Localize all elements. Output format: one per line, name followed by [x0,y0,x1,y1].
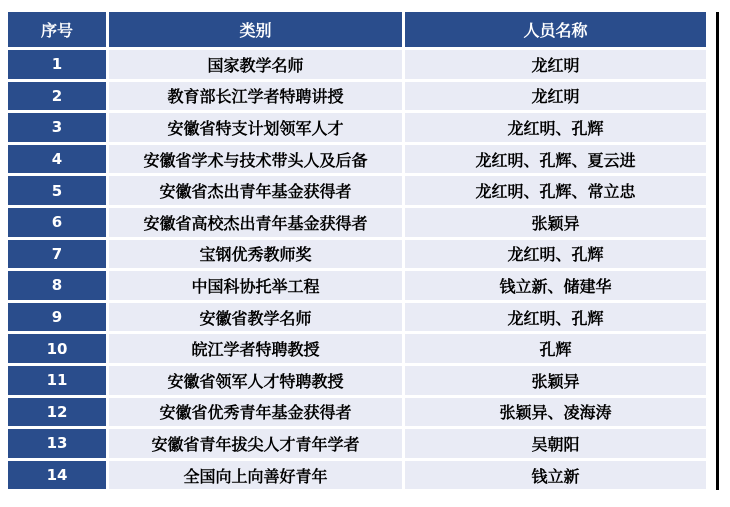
row-index-cell: 9 [8,303,106,332]
row-category-cell: 安徽省领军人才特聘教授 [109,366,402,395]
row-names-cell: 龙红明 [405,82,706,111]
row-index-cell: 1 [8,50,106,79]
row-index-cell: 7 [8,240,106,269]
row-names-cell: 龙红明、孔辉 [405,240,706,269]
table-row [8,303,706,332]
table-row [8,208,706,237]
row-category-cell: 安徽省高校杰出青年基金获得者 [109,208,402,237]
row-category-cell: 中国科协托举工程 [109,271,402,300]
row-names-cell: 龙红明 [405,50,706,79]
header-row [8,12,706,47]
row-names-cell: 孔辉 [405,334,706,363]
row-names-cell: 龙红明、孔辉、常立忠 [405,176,706,205]
table-row [8,334,706,363]
row-index-cell: 6 [8,208,106,237]
table-row [8,398,706,427]
row-category-cell: 安徽省教学名师 [109,303,402,332]
table-row [8,50,706,79]
row-names-cell: 张颖异 [405,208,706,237]
header-names: 人员名称 [405,12,706,47]
row-names-cell: 龙红明、孔辉 [405,303,706,332]
table-row [8,176,706,205]
row-category-cell: 皖江学者特聘教授 [109,334,402,363]
row-category-cell: 安徽省学术与技术带头人及后备 [109,145,402,174]
page-edge-line [716,12,719,490]
row-category-cell: 安徽省杰出青年基金获得者 [109,176,402,205]
row-index-cell: 8 [8,271,106,300]
row-category-cell: 教育部长江学者特聘讲授 [109,82,402,111]
row-category-cell: 安徽省优秀青年基金获得者 [109,398,402,427]
table-row [8,429,706,458]
awards-table [5,9,709,492]
row-index-cell: 11 [8,366,106,395]
row-index-cell: 10 [8,334,106,363]
row-index-cell: 14 [8,461,106,490]
table-row [8,113,706,142]
header-category: 类别 [109,12,402,47]
table-row [8,240,706,269]
row-index-cell: 3 [8,113,106,142]
header-index: 序号 [8,12,106,47]
table-row [8,366,706,395]
row-names-cell: 吴朝阳 [405,429,706,458]
row-index-cell: 5 [8,176,106,205]
row-names-cell: 张颖异、凌海涛 [405,398,706,427]
table-row [8,145,706,174]
row-category-cell: 全国向上向善好青年 [109,461,402,490]
row-names-cell: 龙红明、孔辉、夏云进 [405,145,706,174]
row-index-cell: 2 [8,82,106,111]
table-row [8,461,706,490]
row-names-cell: 钱立新 [405,461,706,490]
row-category-cell: 宝钢优秀教师奖 [109,240,402,269]
row-category-cell: 安徽省青年拔尖人才青年学者 [109,429,402,458]
row-names-cell: 龙红明、孔辉 [405,113,706,142]
table-body [8,50,706,489]
row-category-cell: 国家教学名师 [109,50,402,79]
table-row [8,271,706,300]
row-names-cell: 钱立新、储建华 [405,271,706,300]
row-index-cell: 4 [8,145,106,174]
row-names-cell: 张颖异 [405,366,706,395]
table-row [8,82,706,111]
row-category-cell: 安徽省特支计划领军人才 [109,113,402,142]
row-index-cell: 13 [8,429,106,458]
row-index-cell: 12 [8,398,106,427]
